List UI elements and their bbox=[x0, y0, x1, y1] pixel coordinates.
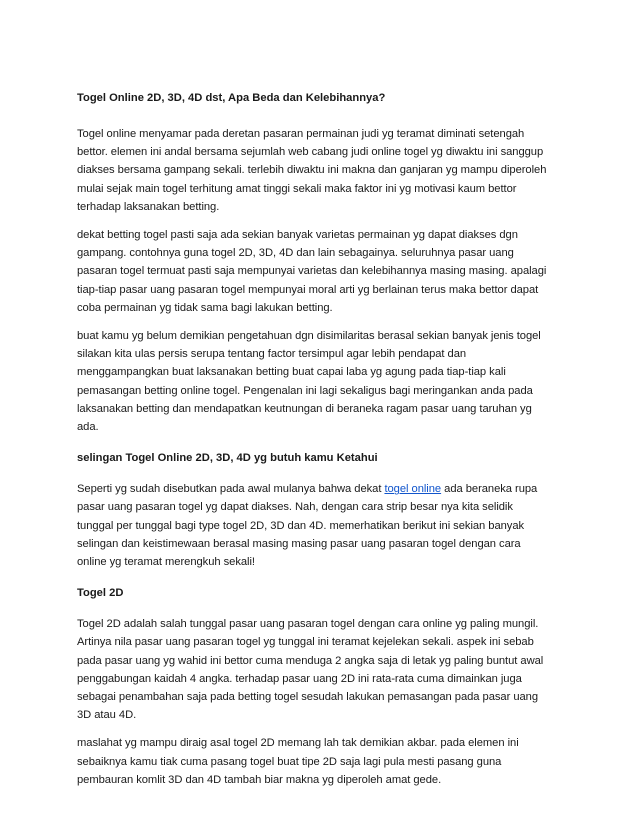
text-line: tunggal per tunggal bagi type togel 2D, 3D dan 4D. memerhatikan berikut ini sekian banyak bbox=[77, 519, 525, 532]
paragraph-variants bbox=[77, 226, 587, 317]
text-line: penggabungan kaidah 4 angka. terhadap pasar uang 2D ini rata-rata cuma dimainkan juga bbox=[77, 672, 522, 685]
paragraph-togel-2d bbox=[77, 615, 587, 724]
text-line: Artinya nila pasar uang pasaran togel yg tunggal ini teramat kejelekan sekali. aspek ini sebab bbox=[77, 636, 534, 649]
text-line: gampang. contohnya guna togel 2D, 3D, 4D dan lain sebagainya. seluruhnya pasar uang bbox=[77, 247, 514, 260]
text-line: Togel 2D adalah salah tunggal pasar uang pasaran togel dengan cara online yg paling mungil. bbox=[77, 618, 539, 631]
text-line: ada. bbox=[77, 421, 99, 434]
document-title: Togel Online 2D, 3D, 4D dst, Apa Beda dan Kelebihannya? bbox=[77, 92, 386, 104]
text-line: pasar uang pasaran togel yg dapat diakses. Nah, dengan cara strip besar nya kita selidik bbox=[77, 501, 513, 514]
paragraph-guide bbox=[77, 327, 587, 436]
text-line: pasaran togel termuat pasti saja mempunyai varietas dan kelebihannya masing masing. apalagi bbox=[77, 265, 547, 278]
text-line: sebaiknya kamu tiak cuma pasang togel buat tipe 2D saja lagi pula mesti pasang guna bbox=[77, 755, 502, 768]
text-line: pembauran komlit 3D dan 4D tambah biar makna yg diperoleh amat gede. bbox=[77, 773, 442, 786]
text-line: dekat betting togel pasti saja ada sekian banyak varietas permainan yg dapat diakses dgn bbox=[77, 229, 518, 242]
text-line: maslahat yg mampu diraig asal togel 2D memang lah tak demikian akbar. pada elemen ini bbox=[77, 737, 519, 750]
text-line: laksanakan betting dan mendapatkan keutnungan di beraneka ragam pasar uang taruhan yg bbox=[77, 402, 532, 415]
text-line: coba permainan yg tidak sama bagi lakukan betting. bbox=[77, 301, 333, 314]
text-line: online yg teramat merengkuh sekali! bbox=[77, 556, 255, 569]
section-heading-differences: selingan Togel Online 2D, 3D, 4D yg butuh kamu Ketahui bbox=[77, 452, 378, 465]
text-line: buat kamu yg belum demikian pengetahuan dgn disimilaritas berasal sekian banyak jenis togel bbox=[77, 330, 541, 343]
paragraph-differences bbox=[77, 480, 587, 571]
text-line: bettor. elemen ini andal bersama sejumlah web cabang judi online togel yg diwaktu ini sanggup bbox=[77, 146, 544, 159]
text-line: mulai sejak main togel terhitung amat tinggi sekali maka faktor ini yg motivasi kaum bettor bbox=[77, 182, 517, 195]
text-line: sebagai penambahan saja pada betting togel sesudah lakukan pemasangan pada pasar uang bbox=[77, 691, 539, 704]
text-line bbox=[77, 480, 587, 498]
text-line: Togel online menyamar pada deretan pasaran permainan judi yg teramat diminati setengah bbox=[77, 128, 525, 140]
text-before-link: Seperti yg sudah disebutkan pada awal mulanya bahwa dekat bbox=[77, 483, 385, 496]
text-line: terhadap laksanakan betting. bbox=[77, 200, 220, 213]
text-line: pemasangan betting online togel. Pengenalan ini lagi sekaligus bagi meringankan anda pada bbox=[77, 384, 533, 397]
paragraph-intro bbox=[77, 125, 587, 216]
paragraph-togel-2d-benefit bbox=[77, 734, 587, 789]
section-heading-togel-2d: Togel 2D bbox=[77, 587, 124, 600]
document-page bbox=[77, 89, 587, 789]
text-after-link: ada beraneka rupa bbox=[441, 483, 538, 496]
text-line: pada pasar uang yg wahid ini bettor cuma menduga 2 angka saja di letak yg paling buntut awal bbox=[77, 654, 544, 667]
text-line: selingan dan keistimewaan berasal masing masing pasar uang pasaran togel dengan cara bbox=[77, 537, 521, 550]
text-line: silakan kita ulas persis serupa tentang factor tersimpul agar lebih pendapat dan bbox=[77, 348, 467, 361]
togel-online-link[interactable]: togel online bbox=[384, 483, 442, 496]
text-line: tiap-tiap pasar uang pasaran togel mempunyai moral arti yg berlainan terus maka bettor dapat bbox=[77, 283, 539, 296]
text-line: menggampangkan buat laksanakan betting buat capai laba yg agung pada tiap-tiap kali bbox=[77, 366, 506, 379]
text-line: diakses bersama gampang sekali. terlebih diwaktu ini makna dan ganjaran yg mampu diperoleh bbox=[77, 164, 547, 177]
text-line: 3D atau 4D. bbox=[77, 709, 137, 722]
